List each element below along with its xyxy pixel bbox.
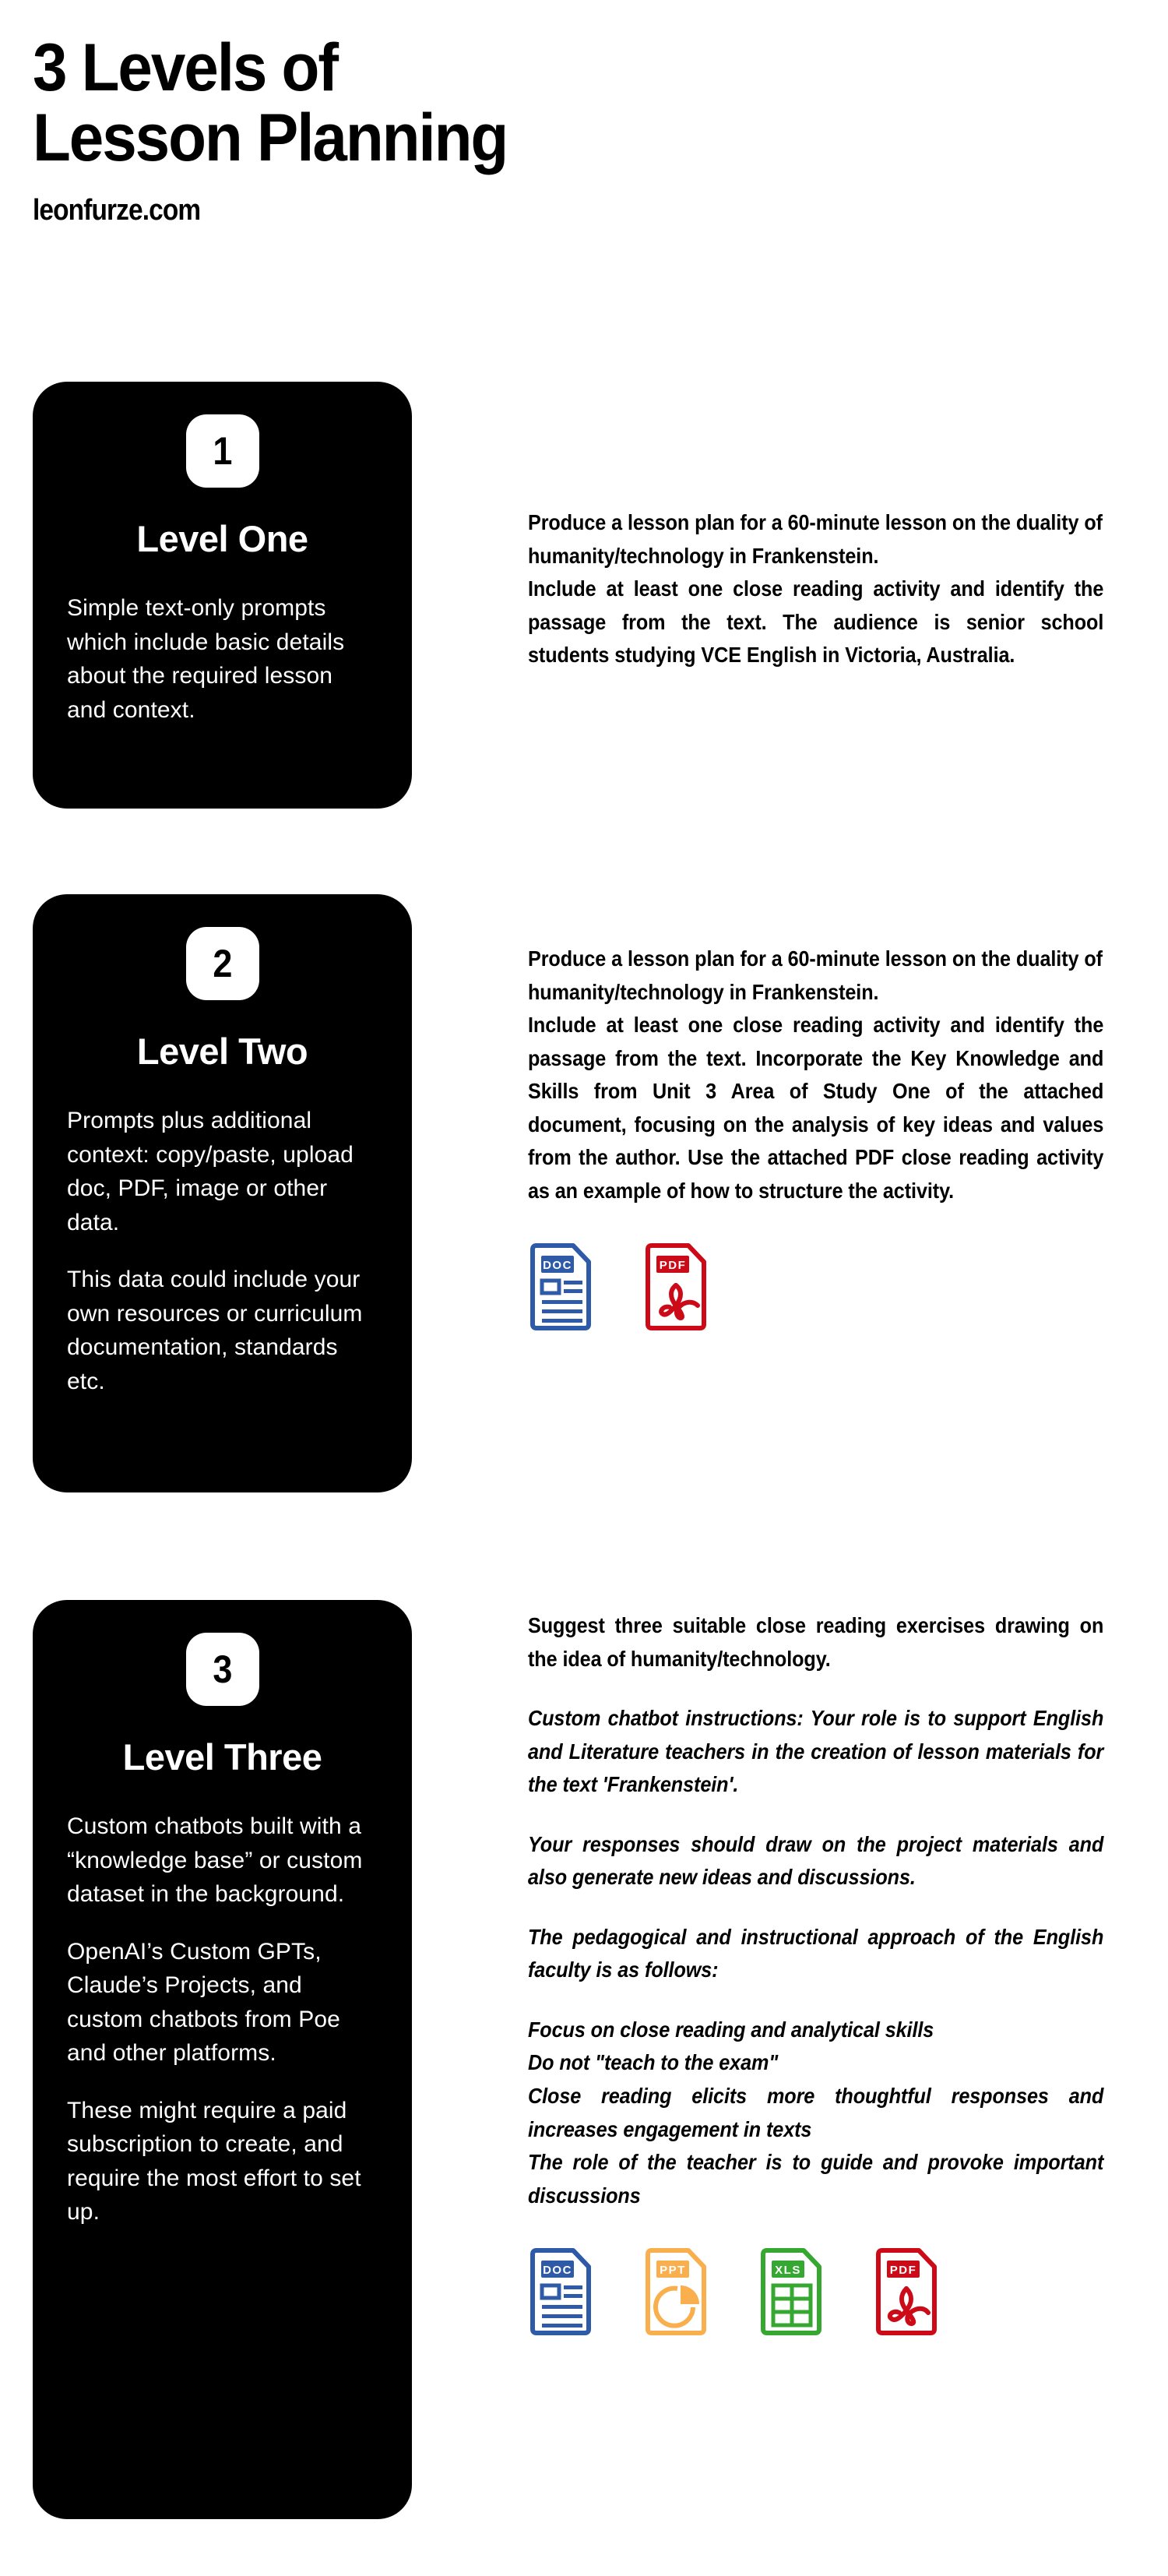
level-number-1: 1	[212, 429, 233, 473]
page-header	[33, 30, 811, 227]
level-number-badge-3	[186, 1633, 259, 1706]
level-one-prompt-column	[528, 382, 1104, 672]
doc-file-icon	[528, 2248, 593, 2335]
page-title-line-1: 3 Levels of	[33, 30, 337, 105]
level-description-2-p1: Prompts plus additional context: copy/paste, upload doc, PDF, image or other data.	[67, 1108, 354, 1235]
level-two-prompt-main	[528, 943, 1103, 1009]
level-two-prompt-rest: Include at least one close reading activity and identify the passage from the text. Incorporate the Key Knowledge and Skills from Unit 3 Area of Study One of the attached document, focusing on the analysis of key ideas and values from the author. Use the attached PDF close reading activity as an example of how to structure the activity.	[528, 1013, 1104, 1203]
level-number-badge-2	[186, 927, 259, 1000]
svg-text:DOC: DOC	[543, 2264, 572, 2278]
doc-file-icon	[528, 1243, 593, 1330]
level-one-card	[33, 382, 412, 809]
page-title-line-2: Lesson Planning	[33, 100, 508, 176]
level-description-3-p1: Custom chatbots built with a “knowledge base” or custom dataset in the background.	[67, 1813, 363, 1907]
site-url: leonfurze.com	[33, 193, 201, 227]
level-three-prompt-column	[528, 1600, 1104, 2335]
level-description-3	[59, 1810, 385, 2229]
svg-text:PDF: PDF	[659, 1259, 687, 1273]
svg-text:DOC: DOC	[543, 1259, 572, 1273]
level-title-1: Level One	[136, 518, 308, 559]
level-two-prompt-column	[528, 894, 1104, 1330]
level-description-2-p2: This data could include your own resources or curriculum documentation, standards etc.	[67, 1267, 363, 1394]
level-title-3: Level Three	[122, 1736, 322, 1778]
level-two-attachment-icons	[528, 1243, 1104, 1330]
prompt-1-line-a: Produce a lesson plan for a 60-minute lesson on the duality of humanity/technology in Frankenstein.	[528, 510, 1103, 568]
approach-item-4: The role of the teacher is to guide and provoke important discussions	[528, 2150, 1104, 2208]
level-number-3: 3	[212, 1647, 233, 1691]
level-one-prompt-rest: Include at least one close reading activity and identify the passage from the text. The audience is senior school students studying VCE English in Victoria, Australia.	[528, 576, 1104, 668]
pedagogy-approach-list	[528, 2014, 1103, 2212]
ppt-file-icon	[643, 2248, 709, 2335]
pdf-file-icon	[874, 2248, 939, 2335]
chatbot-instructions-responses: Your responses should draw on the project materials and also generate new ideas and discussions.	[528, 1831, 1104, 1890]
level-one-prompt-main	[528, 506, 1103, 573]
level-description-2	[59, 1104, 385, 1398]
level-two-card	[33, 894, 412, 1492]
svg-text:PPT: PPT	[660, 2264, 686, 2278]
approach-item-3: Close reading elicits more thoughtful responses and increases engagement in texts	[528, 2084, 1104, 2141]
level-description-3-p3: These might require a paid subscription to create, and require the most effort to set up.	[67, 2097, 361, 2225]
chatbot-instructions-approach: The pedagogical and instructional approach of the English faculty is as follows:	[528, 1924, 1104, 1982]
level-three-attachment-icons	[528, 2248, 1104, 2335]
level-three-card	[33, 1600, 412, 2519]
level-number-badge-1	[186, 414, 259, 488]
approach-item-2: Do not "teach to the exam"	[528, 2050, 779, 2075]
level-number-2: 2	[212, 942, 233, 985]
xls-file-icon	[758, 2248, 824, 2335]
level-description-1	[59, 591, 385, 727]
svg-text:PDF: PDF	[889, 2264, 917, 2278]
chatbot-instructions-intro: Custom chatbot instructions: Your role is to support English and Literature teachers in the creation of lesson materials for the text 'Frankenstein'.	[528, 1706, 1104, 1797]
level-title-2: Level Two	[136, 1031, 308, 1072]
svg-text:XLS: XLS	[775, 2264, 801, 2278]
pdf-file-icon	[643, 1243, 709, 1330]
level-three-prompt-main: Suggest three suitable close reading exercises drawing on the idea of humanity/technology.	[528, 1613, 1104, 1671]
level-description-1-p1: Simple text-only prompts which include basic details about the required lesson and context.	[67, 595, 345, 723]
approach-item-1: Focus on close reading and analytical skills	[528, 2017, 934, 2042]
prompt-2-line-a: Produce a lesson plan for a 60-minute lesson on the duality of humanity/technology in Frankenstein.	[528, 946, 1103, 1004]
level-description-3-p2: OpenAI’s Custom GPTs, Claude’s Projects, and custom chatbots from Poe and other platforms.	[67, 1938, 340, 2066]
